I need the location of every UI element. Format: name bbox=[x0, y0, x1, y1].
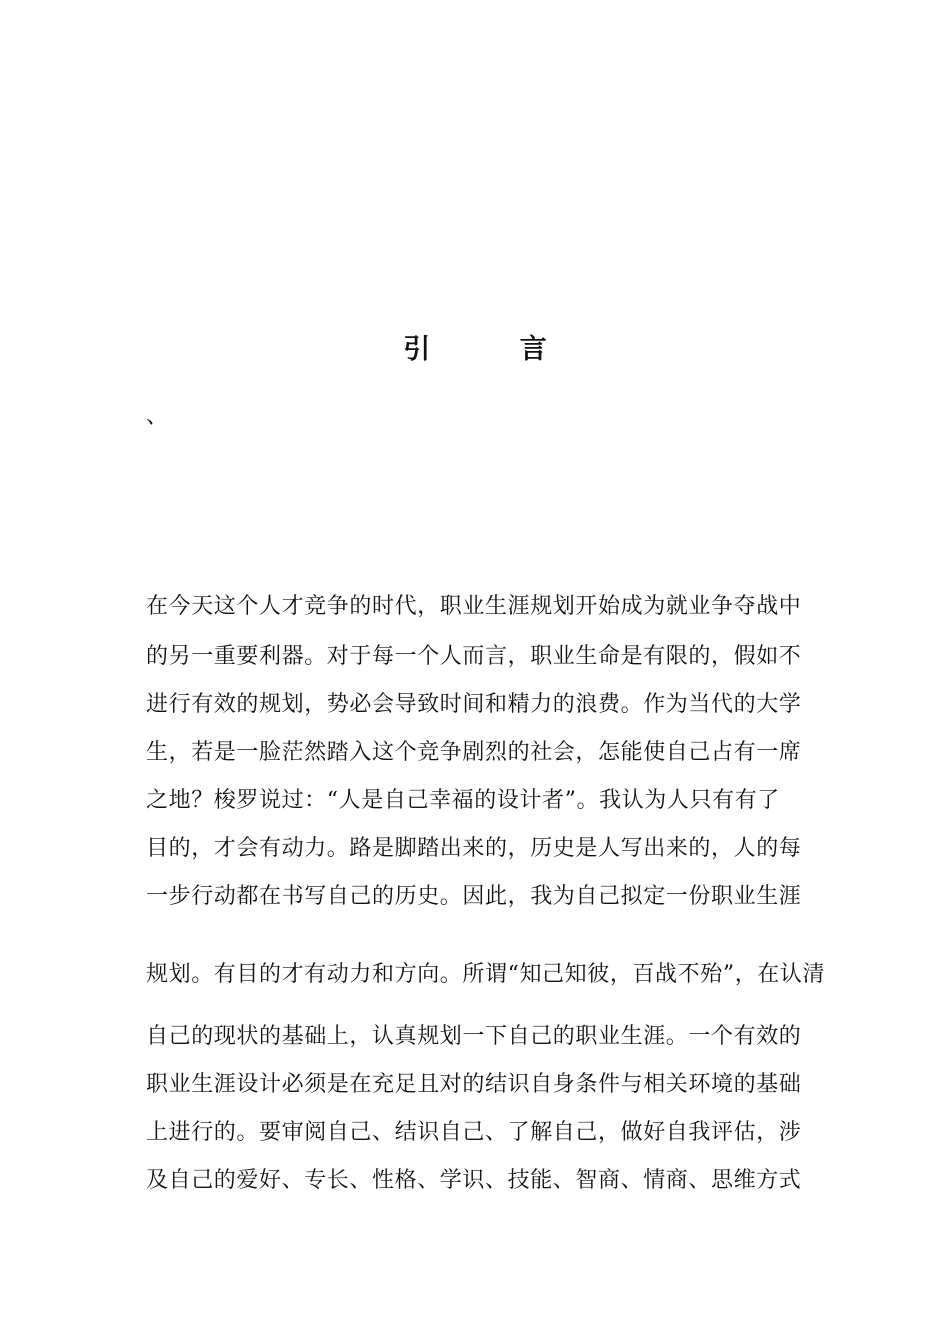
body-line-8: 规划。有目的才有动力和方向。所谓“知己知彼，百战不殆”，在认清 bbox=[146, 962, 826, 987]
body-line-7: 一步行动都在书写自己的历史。因此，我为自己拟定一份职业生涯 bbox=[146, 884, 802, 909]
body-line-12: 及自己的爱好、专长、性格、学识、技能、智商、情商、思维方式 bbox=[146, 1168, 802, 1193]
body-line-3: 进行有效的规划，势必会导致时间和精力的浪费。作为当代的大学 bbox=[146, 692, 802, 717]
body-line-5: 之地？梭罗说过：“人是自己幸福的设计者”。我认为人只有有了 bbox=[146, 788, 780, 813]
body-line-9: 自己的现状的基础上，认真规划一下自己的职业生涯。一个有效的 bbox=[146, 1024, 802, 1049]
body-line-1: 在今天这个人才竞争的时代，职业生涯规划开始成为就业争夺战中 bbox=[146, 594, 802, 619]
body-line-11: 上进行的。要审阅自己、结识自己、了解自己，做好自我评估，涉 bbox=[146, 1120, 802, 1145]
page-title: 引 言 bbox=[403, 334, 587, 365]
stray-mark: 、 bbox=[146, 404, 169, 429]
body-line-6: 目的，才会有动力。路是脚踏出来的，历史是人写出来的，人的每 bbox=[146, 836, 802, 861]
body-line-2: 的另一重要利器。对于每一个人而言，职业生命是有限的，假如不 bbox=[146, 644, 802, 669]
body-line-4: 生，若是一脸茫然踏入这个竞争剧烈的社会，怎能使自己占有一席 bbox=[146, 740, 802, 765]
body-line-10: 职业生涯设计必须是在充足且对的结识自身条件与相关环境的基础 bbox=[146, 1072, 802, 1097]
